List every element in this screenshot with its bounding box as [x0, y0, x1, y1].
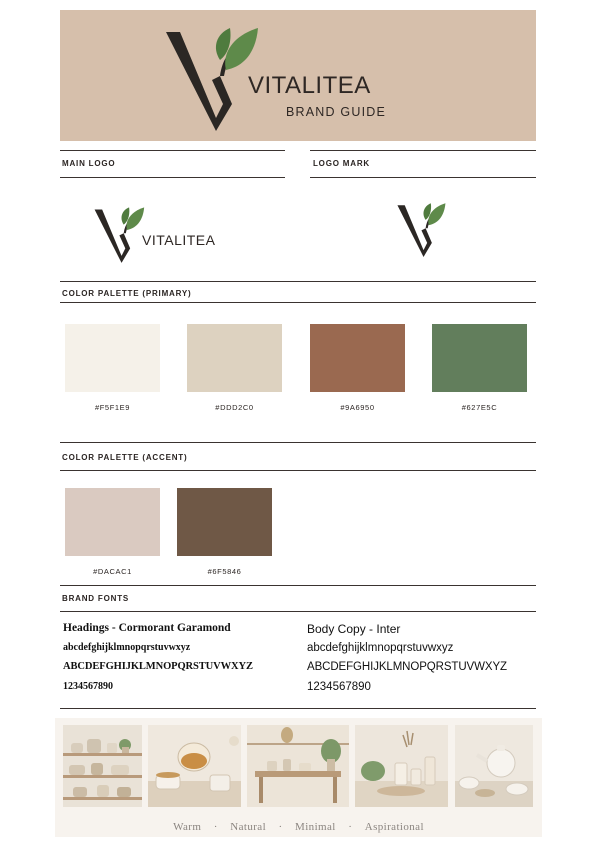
hex-code-label: #DDD2C0: [215, 403, 254, 412]
brand-name: VITALITEA: [248, 72, 371, 99]
color-swatch: [65, 324, 160, 392]
section-title-brand-fonts: BRAND FONTS: [62, 594, 130, 603]
section-title-palette-accent: COLOR PALETTE (ACCENT): [62, 453, 188, 462]
tagline-separator: ·: [213, 821, 218, 833]
heading-font-title: Headings - Cormorant Garamond: [63, 622, 231, 634]
hex-code-label: #9A6950: [340, 403, 375, 412]
moodboard-photo-tea-glass: [148, 725, 241, 807]
color-swatch: [177, 488, 272, 556]
section-title-main-logo: MAIN LOGO: [62, 159, 116, 168]
brand-guide-subtitle: BRAND GUIDE: [286, 105, 387, 119]
color-swatch: [65, 488, 160, 556]
heading-font-lowercase-sample: abcdefghijklmnopqrstuvwxyz: [63, 642, 191, 653]
tagline-separator: ·: [348, 821, 353, 833]
divider: [60, 150, 285, 151]
moodboard-tagline: [55, 817, 542, 835]
divider: [60, 611, 536, 612]
body-font-title: Body Copy - Inter: [307, 622, 401, 636]
body-font-uppercase-sample: ABCDEFGHIJKLMNOPQRSTUVWXYZ: [307, 661, 507, 673]
divider: [310, 150, 536, 151]
color-swatch: [187, 324, 282, 392]
divider: [60, 708, 536, 709]
hex-code-label: #F5F1E9: [94, 403, 131, 412]
moodboard-photo-teapot: [455, 725, 533, 807]
heading-font-uppercase-sample: ABCDEFGHIJKLMNOPQRSTUVWXYZ: [63, 661, 253, 672]
moodboard-photo-table-plants: [247, 725, 349, 807]
heading-font-digits-sample: 1234567890: [63, 681, 113, 692]
divider: [60, 470, 536, 471]
color-swatch: [310, 324, 405, 392]
main-logo: [90, 202, 230, 266]
brand-header: [60, 10, 536, 141]
section-title-palette-primary: COLOR PALETTE (PRIMARY): [62, 289, 192, 298]
moodboard-photo-candles: [355, 725, 448, 807]
tagline-word: Warm: [173, 821, 202, 833]
divider: [60, 302, 536, 303]
divider: [60, 281, 536, 282]
logo-wordmark: VITALITEA: [142, 232, 216, 248]
tagline-word: Natural: [230, 821, 267, 833]
divider: [310, 177, 536, 178]
section-title-logo-mark: LOGO MARK: [313, 159, 370, 168]
tagline-word: Minimal: [295, 821, 336, 833]
hex-code-label: #627E5C: [461, 403, 498, 412]
divider: [60, 442, 536, 443]
divider: [60, 177, 285, 178]
tagline-separator: ·: [278, 821, 283, 833]
hex-code-label: #6F5846: [207, 567, 242, 576]
body-font-digits-sample: 1234567890: [307, 681, 371, 693]
logo-mark-icon: [394, 198, 452, 258]
hex-code-label: #DACAC1: [93, 567, 132, 576]
divider: [60, 585, 536, 586]
tagline-word: Aspirational: [364, 821, 424, 833]
color-swatch: [432, 324, 527, 392]
moodboard-photo-shelves: [63, 725, 142, 807]
body-font-lowercase-sample: abcdefghijklmnopqrstuvwxyz: [307, 642, 454, 654]
